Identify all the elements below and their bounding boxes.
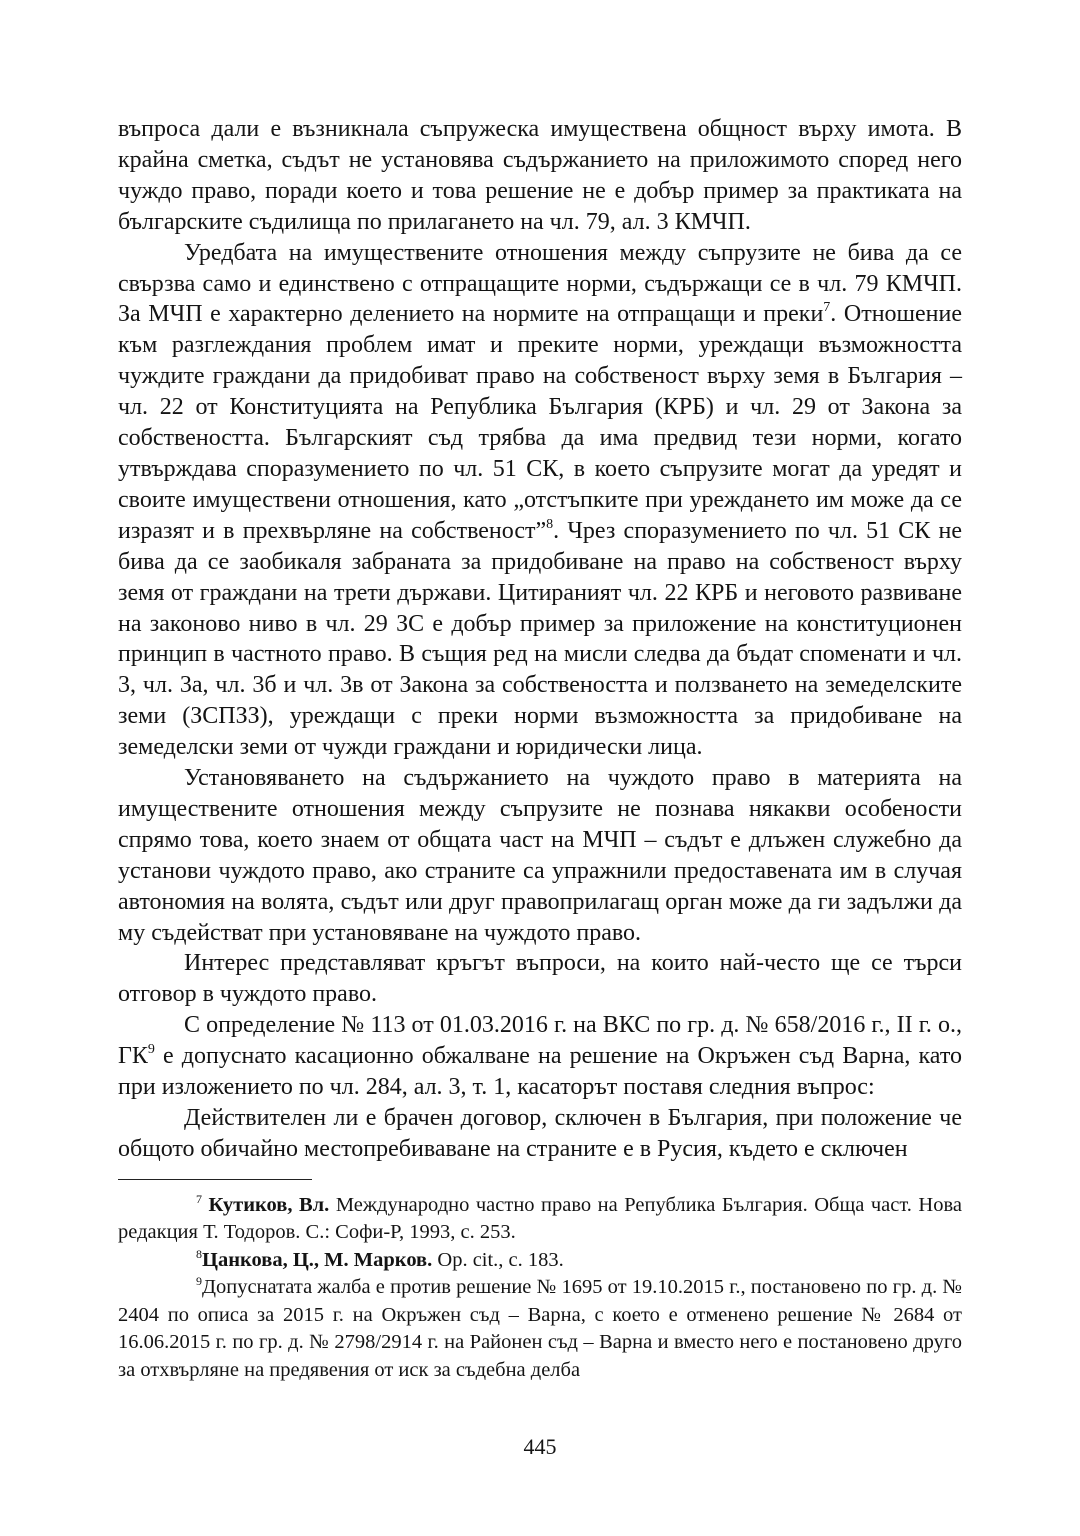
paragraph-2-text-c: . Чрез споразумението по чл. 51 СК не бива да се заобикаля забраната за придобиване на право на собственост върху земя от граждани на трети държави. Цитираният чл. 22 КРБ и неговото развиване на законово ниво в чл. 29 ЗС е добър пример за приложение на конституционен принцип в частното право. В същия ред на мисли следва да бъдат споменати и чл. 3, чл. 3а, чл. 3б и чл. 3в от Закона за собствеността и ползването на земеделските земи (ЗСПЗЗ), уреждащи с преки норми възможността за придобиване на земеделски земи от чужди граждани и юридически лица. bbox=[118, 517, 962, 761]
paragraph-5-text-a: С определение № 113 от 01.03.2016 г. на ВКС по гр. д. № 658/2016 г., II г. о., ГК bbox=[118, 1012, 962, 1070]
footnote-7-number: 7 bbox=[196, 1191, 202, 1206]
body-text bbox=[118, 114, 962, 1165]
footnotes bbox=[118, 1192, 962, 1385]
footnote-ref-9[interactable]: 9 bbox=[147, 1042, 155, 1058]
paragraph-4 bbox=[118, 948, 962, 1010]
paragraph-1-text: въпроса дали е възникнала съпружеска имуществена общност върху имота. В крайна сметка, съдът не установява съдържанието на приложимото според него чуждо право, поради което и това решение не е добър пример за практиката на българските съдилища по прилагането на чл. 79, ал. 3 КМЧП. bbox=[118, 116, 962, 235]
footnote-separator bbox=[118, 1179, 312, 1180]
paragraph-2-text-b: . Отношение към разглеждания проблем имат и преките норми, уреждащи възможността чуждите граждани да придобиват право на собственост върху земя в България – чл. 22 от Конституцията на Република България (КРБ) и чл. 29 от Закона за собствеността. Българският съд трябва да има предвид тези норми, когато утвърждава споразумението по чл. 51 СК, в което съпрузите могат да уредят и своите имуществени отношения, като „отстъпките при уреждането им може да се изразят и в прехвърляне на собственост” bbox=[118, 301, 963, 544]
footnote-7-author: Кутиков, Вл. bbox=[208, 1193, 330, 1216]
paragraph-5-text-b: е допуснато касационно обжалване на решение на Окръжен съд Варна, като при изложението по чл. 284, ал. 3, т. 1, касаторът поставя следния въпрос: bbox=[118, 1043, 962, 1101]
footnote-8 bbox=[118, 1247, 962, 1275]
paragraph-2-text-a: Уредбата на имуществените отношения между съпрузите не бива да се свързва само и единствено с отпращащите норми, съдържащи се в чл. 79 КМЧП. За МЧП е характерно делението на нормите на отпращащи и преки bbox=[118, 239, 962, 328]
footnote-7-text: Международно частно право на Република България. Обща част. Нова редакция Т. Тодоров. С.: Софи-Р, 1993, с. 253. bbox=[118, 1193, 962, 1244]
paragraph-6-text: Действителен ли е брачен договор, сключен в България, при положение че общото обичайно местопребиваване на страните е в Русия, където е сключен bbox=[118, 1105, 962, 1162]
footnote-ref-8[interactable]: 8 bbox=[546, 516, 554, 532]
paragraph-3-text: Установяването на съдържанието на чуждото право в материята на имуществените отношения между съпрузите не познава някакви особености спрямо това, което знаем от общата част на МЧП – съдът е длъжен служебно да установи чуждото право, ако страните са упражнили предоставената им в случая автономия на волята, съдът или друг правоприлагащ орган може да ги задължи да му съдействат при установяване на чуждото право. bbox=[118, 765, 962, 946]
footnote-9-number: 9 bbox=[196, 1274, 202, 1289]
page-number: 445 bbox=[523, 1434, 557, 1459]
paragraph-6 bbox=[118, 1103, 962, 1165]
paragraph-5 bbox=[118, 1010, 962, 1103]
footnote-8-text: Op. cit., с. 183. bbox=[432, 1248, 564, 1271]
footnote-8-number: 8 bbox=[196, 1246, 202, 1261]
footnote-7 bbox=[118, 1192, 962, 1247]
footnote-ref-7[interactable]: 7 bbox=[823, 300, 831, 316]
paragraph-2 bbox=[118, 238, 962, 763]
paragraph-3 bbox=[118, 763, 962, 948]
footnote-9 bbox=[118, 1274, 962, 1384]
paragraph-4-text: Интерес представляват кръгът въпроси, на които най-често ще се търси отговор в чуждото право. bbox=[118, 950, 962, 1008]
footnote-9-text: Допуснатата жалба е против решение № 1695 от 19.10.2015 г., постановено по гр. д. № 2404 по описа за 2015 г. на Окръжен съд – Варна, с което е отменено решение № 2684 от 16.06.2015 г. по гр. д. № 2798/2914 г. на Районен съд – Варна и вместо него е постановено друго за отхвърляне на предявения от иск за съдебна делба bbox=[118, 1276, 962, 1381]
footnote-8-author: Цанкова, Ц., М. Марков. bbox=[202, 1248, 433, 1271]
paragraph-1 bbox=[118, 114, 962, 238]
